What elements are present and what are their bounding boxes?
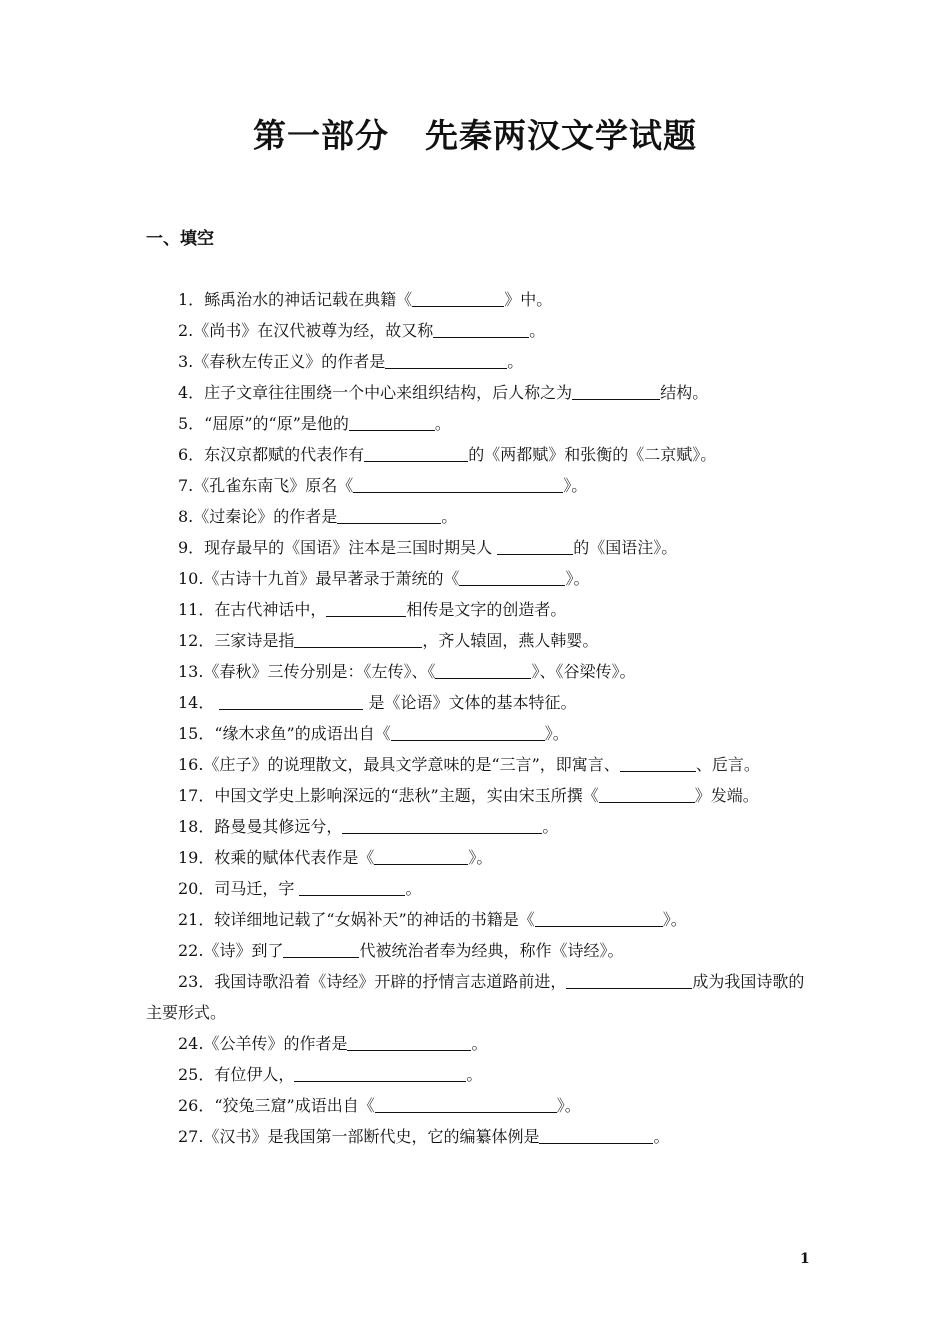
question-text: 。 xyxy=(529,321,546,340)
question-item xyxy=(146,594,808,625)
answer-blank[interactable] xyxy=(294,1064,466,1082)
answer-blank[interactable] xyxy=(433,320,529,338)
question-item xyxy=(146,625,808,656)
question-text: 14． xyxy=(178,693,220,712)
question-item xyxy=(146,346,808,377)
answer-blank[interactable] xyxy=(353,475,563,493)
question-item xyxy=(146,749,808,780)
answer-blank[interactable] xyxy=(385,351,507,369)
question-text: 。 xyxy=(507,352,524,371)
question-text: 4．庄子文章往往围绕一个中心来组织结构，后人称之为 xyxy=(178,383,573,402)
question-text: 24.《公羊传》的作者是 xyxy=(178,1034,348,1053)
question-text: 》。 xyxy=(468,848,493,867)
answer-blank[interactable] xyxy=(391,723,545,741)
answer-blank[interactable] xyxy=(539,1126,653,1144)
question-text: 19．枚乘的赋体代表作是《 xyxy=(178,848,375,867)
question-text: 。 xyxy=(405,879,422,898)
question-text: 21．较详细地记载了“女娲补天”的神话的书籍是《 xyxy=(178,910,535,929)
answer-blank[interactable] xyxy=(342,816,542,834)
title-part-2: 先秦两汉文学试题 xyxy=(425,116,697,155)
question-item xyxy=(146,1121,808,1152)
question-item xyxy=(146,656,808,687)
question-item xyxy=(146,687,808,718)
answer-blank[interactable] xyxy=(374,847,468,865)
answer-blank[interactable] xyxy=(459,568,565,586)
answer-blank[interactable] xyxy=(299,878,405,896)
question-text: 的《国语注》。 xyxy=(573,538,678,557)
section-heading: 一、填空 xyxy=(146,229,214,249)
question-text: 9．现存最早的《国语》注本是三国时期吴人 xyxy=(178,538,498,557)
question-text: 5．“屈原”的“原”是他的 xyxy=(178,414,349,433)
question-text: 。 xyxy=(441,507,458,526)
question-text: 18．路曼曼其修远兮， xyxy=(178,817,343,836)
question-text: 23．我国诗歌沿着《诗经》开辟的抒情言志道路前进， xyxy=(178,972,567,991)
question-item xyxy=(146,842,808,873)
page-title xyxy=(0,110,950,157)
answer-blank[interactable] xyxy=(599,785,695,803)
question-text: 20．司马迁，字 xyxy=(178,879,300,898)
answer-blank[interactable] xyxy=(294,630,422,648)
question-item xyxy=(146,966,808,1028)
question-text: 》发端。 xyxy=(694,786,759,805)
question-item xyxy=(146,284,808,315)
question-text: 。 xyxy=(434,414,451,433)
question-text: 2.《尚书》在汉代被尊为经，故又称 xyxy=(178,321,434,340)
question-text: 》。 xyxy=(662,910,687,929)
question-item xyxy=(146,315,808,346)
question-item xyxy=(146,718,808,749)
answer-blank[interactable] xyxy=(620,754,696,772)
answer-blank[interactable] xyxy=(326,599,406,617)
question-text: 。 xyxy=(466,1065,483,1084)
question-text: 8.《过秦论》的作者是 xyxy=(178,507,338,526)
question-text: 是《论语》文体的基本特征。 xyxy=(363,693,577,712)
answer-blank[interactable] xyxy=(337,506,441,524)
question-list xyxy=(146,284,808,1152)
question-item xyxy=(146,439,808,470)
question-item xyxy=(146,501,808,532)
question-text: 10.《古诗十九首》最早著录于萧统的《 xyxy=(178,569,460,588)
answer-blank[interactable] xyxy=(572,382,660,400)
question-text: 。 xyxy=(542,817,559,836)
question-text: 》。 xyxy=(563,476,588,495)
question-text: 13.《春秋》三传分别是：《左传》、《 xyxy=(178,662,436,681)
question-text: 11．在古代神话中， xyxy=(178,600,327,619)
question-text: 16.《庄子》的说理散文，最具文学意味的是“三言”，即寓言、 xyxy=(178,755,620,774)
question-item xyxy=(146,1028,808,1059)
question-text: 22.《诗》到了 xyxy=(178,941,284,960)
answer-blank[interactable] xyxy=(412,289,504,307)
question-item xyxy=(146,470,808,501)
answer-blank[interactable] xyxy=(349,413,435,431)
question-text: 》。 xyxy=(544,724,569,743)
question-text: 6．东汉京都赋的代表作有 xyxy=(178,445,365,464)
answer-blank[interactable] xyxy=(566,971,692,989)
question-text: ，齐人辕固，燕人韩婴。 xyxy=(422,631,599,650)
question-text: 成为我国诗歌的主要形式。 xyxy=(146,972,805,1022)
question-text: 15．“缘木求鱼”的成语出自《 xyxy=(178,724,391,743)
question-text: 》。 xyxy=(565,569,590,588)
question-item xyxy=(146,563,808,594)
question-text: 27.《汉书》是我国第一部断代史，它的编纂体例是 xyxy=(178,1127,540,1146)
question-text: 相传是文字的创造者。 xyxy=(406,600,567,619)
question-item xyxy=(146,377,808,408)
answer-blank[interactable] xyxy=(435,661,531,679)
title-part-1: 第一部分 xyxy=(253,116,389,155)
question-text: 26．“狡兔三窟”成语出自《 xyxy=(178,1096,375,1115)
answer-blank[interactable] xyxy=(283,940,359,958)
question-item xyxy=(146,873,808,904)
question-text: 》、《谷梁传》。 xyxy=(531,662,636,681)
question-text: 代被统治者奉为经典，称作《诗经》。 xyxy=(359,941,624,960)
question-text: 》中。 xyxy=(504,290,553,309)
question-item xyxy=(146,780,808,811)
question-text: 。 xyxy=(471,1034,488,1053)
question-text: 3.《春秋左传正义》的作者是 xyxy=(178,352,386,371)
question-item xyxy=(146,904,808,935)
answer-blank[interactable] xyxy=(347,1033,471,1051)
answer-blank[interactable] xyxy=(219,692,363,710)
answer-blank[interactable] xyxy=(375,1095,557,1113)
question-text: 。 xyxy=(653,1127,670,1146)
question-text: 》。 xyxy=(556,1096,581,1115)
question-text: 12．三家诗是指 xyxy=(178,631,295,650)
question-text: 25．有位伊人， xyxy=(178,1065,295,1084)
question-text: 1．鲧禹治水的神话记载在典籍《 xyxy=(178,290,413,309)
question-text: 、卮言。 xyxy=(695,755,760,774)
answer-blank[interactable] xyxy=(535,909,663,927)
question-item xyxy=(146,811,808,842)
question-item xyxy=(146,408,808,439)
page-number: 1 xyxy=(800,1251,810,1267)
question-text: 结构。 xyxy=(660,383,709,402)
question-text: 的《两都赋》和张衡的《二京赋》。 xyxy=(468,445,717,464)
question-item xyxy=(146,532,808,563)
question-item xyxy=(146,935,808,966)
answer-blank[interactable] xyxy=(364,444,468,462)
question-text: 7.《孔雀东南飞》原名《 xyxy=(178,476,354,495)
question-text: 17．中国文学史上影响深远的“悲秋”主题，实由宋玉所撰《 xyxy=(178,786,599,805)
answer-blank[interactable] xyxy=(497,537,573,555)
question-item xyxy=(146,1059,808,1090)
question-item xyxy=(146,1090,808,1121)
